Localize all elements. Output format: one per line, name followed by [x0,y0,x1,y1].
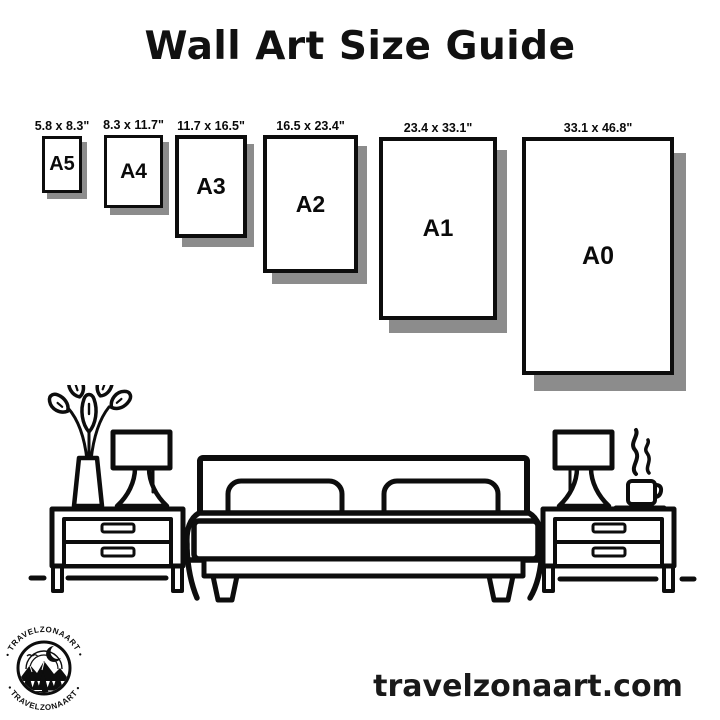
table-lamp-right-icon [555,432,612,506]
frame-size-label: 23.4 x 33.1" [403,121,473,135]
poster-frame-a4 [103,118,164,208]
poster-frame-a0 [522,121,674,375]
bed-icon [187,458,542,600]
bedroom-illustration [0,385,720,605]
frame-size-label: 16.5 x 23.4" [276,119,345,133]
poster-frame-a5 [34,119,90,193]
frame-letter: A4 [120,159,147,183]
bed-leg-icon [213,576,237,600]
poster-frame-a2 [263,119,358,273]
page-title: Wall Art Size Guide [144,24,576,69]
poster-frame-a1 [379,121,497,320]
frame-letter: A0 [582,241,614,270]
poster-frame-a3 [175,119,247,238]
table-lamp-left-icon [113,432,170,506]
logo-text-bottom: • TRAVELZONAART • [5,684,83,710]
frame-letter: A1 [422,214,454,242]
logo-text-top: • TRAVELZONAART • [3,624,85,658]
drawer-handle-icon [102,524,134,532]
drawer-handle-icon [593,548,625,556]
website-url: travelzonaart.com [373,669,683,704]
frame-size-label: 33.1 x 46.8" [563,121,633,135]
frame-size-label: 5.8 x 8.3" [34,119,90,133]
brand-logo [2,624,86,710]
drawer-handle-icon [593,524,625,532]
coffee-cup-icon [616,430,664,508]
frame-size-label: 11.7 x 16.5" [177,119,245,133]
frame-letter: A5 [49,153,75,175]
drawer-handle-icon [102,548,134,556]
frame-letter: A2 [295,190,326,217]
vase-icon [74,458,102,506]
bed-leg-icon [489,576,513,600]
frame-size-label: 8.3 x 11.7" [103,118,164,132]
frame-letter: A3 [196,173,226,199]
